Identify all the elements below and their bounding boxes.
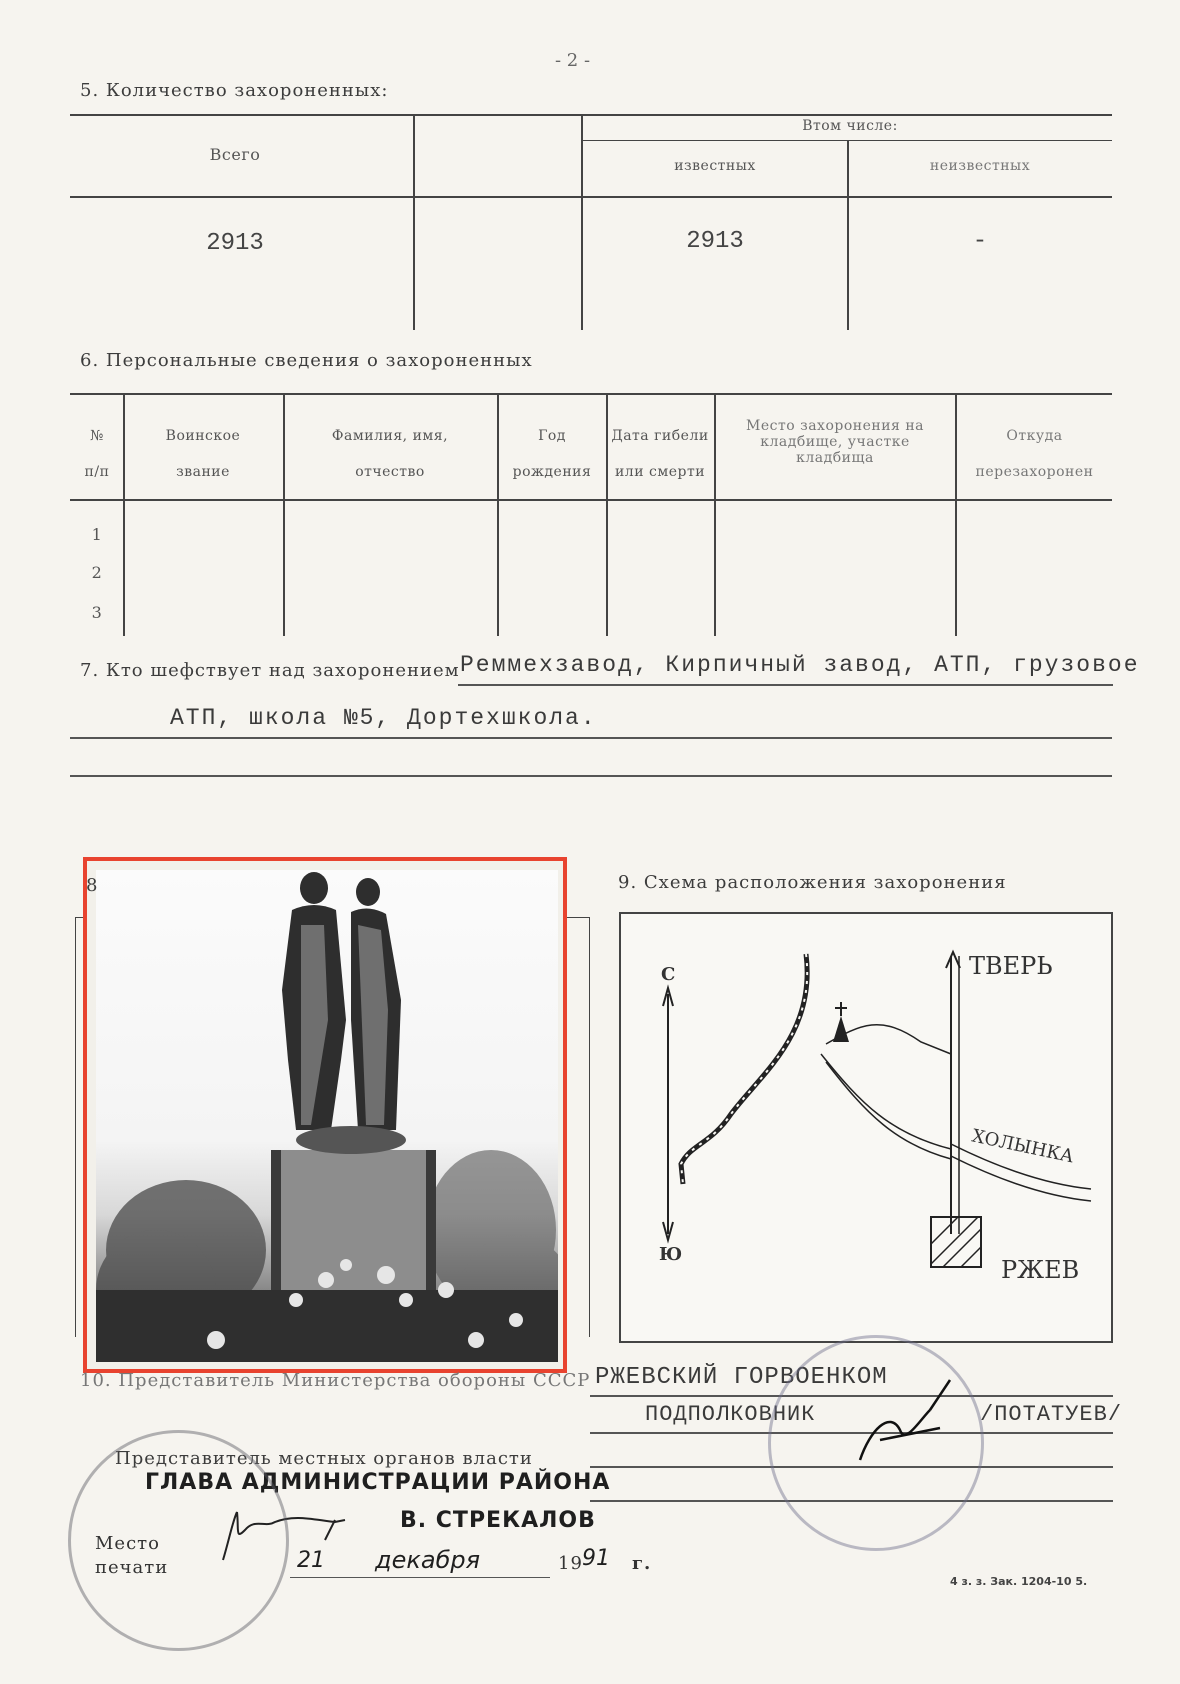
col-unknown-header: неизвестных (929, 158, 1031, 174)
section7-value-line2: АТП, школа №5, Дортехшкола. (170, 705, 597, 731)
row-number: 3 (91, 603, 103, 622)
commissar-name: /ПОТАТУЕВ/ (980, 1402, 1123, 1427)
local-authority-name: В. СТРЕКАЛОВ (400, 1508, 596, 1533)
header-origin: Откуда перезахоронен (975, 428, 1094, 480)
header-burial-place: Место захоронения на кладбище, участке кладбища (745, 418, 925, 466)
stamp-place-label-1: Место (95, 1533, 160, 1554)
value-total: 2913 (206, 230, 264, 257)
page-mark: - 2 - (555, 50, 591, 71)
local-authority-value: ГЛАВА АДМИНИСТРАЦИИ РАЙОНА (145, 1470, 611, 1495)
local-authority-stamp (68, 1430, 289, 1651)
header-death-date: Дата гибели или смерти (611, 428, 709, 480)
memorial-image (96, 870, 558, 1362)
commissar-title: РЖЕВСКИЙ ГОРВОЕНКОМ (595, 1364, 888, 1391)
row-number: 2 (91, 563, 103, 582)
value-known: 2913 (686, 228, 744, 255)
section9-title: 9. Схема расположения захоронения (618, 872, 1007, 893)
tver-label: ТВЕРЬ (969, 952, 1053, 980)
col-known-header: известных (674, 158, 756, 174)
row-number: 1 (91, 525, 103, 544)
col-total-header: Всего (209, 145, 261, 164)
section6-title: 6. Персональные сведения о захороненных (80, 350, 533, 371)
local-authority-label: Представитель местных органов власти (115, 1448, 533, 1469)
col-including-header: Втом числе: (802, 118, 898, 134)
date-g: г. (632, 1553, 652, 1574)
section7-label: 7. Кто шефствует над захоронением (80, 660, 460, 681)
south-label: Ю (659, 1244, 683, 1265)
value-unknown: - (972, 228, 988, 255)
header-birth-year: Год рождения (512, 428, 592, 480)
north-label: С (661, 964, 676, 985)
commissar-rank: ПОДПОЛКОВНИК (645, 1402, 816, 1427)
print-mark: 4 з. з. Зак. 1204-10 5. (950, 1575, 1088, 1588)
section5-title: 5. Количество захороненных: (80, 80, 389, 101)
rzhev-label: РЖЕВ (1001, 1256, 1080, 1284)
section10-label: 10. Представитель Министерства обороны СССР (80, 1370, 591, 1391)
date-month: декабря (375, 1546, 481, 1574)
military-commissariat-stamp (768, 1335, 984, 1551)
date-day: 21 (297, 1548, 325, 1573)
river-label: ХОЛЫНКА (969, 1125, 1076, 1168)
header-num: № п/п (84, 428, 110, 480)
header-name: Фамилия, имя, отчество (331, 428, 449, 480)
memorial-photo (96, 870, 558, 1362)
stamp-place-label-2: печати (95, 1557, 169, 1578)
section8-number: 8 (86, 875, 99, 896)
date-year-prefix: 19 (558, 1553, 583, 1574)
section7-value-line1: Реммехзавод, Кирпичный завод, АТП, грузовое (460, 652, 1140, 678)
header-rank: Воинское звание (165, 428, 241, 480)
location-scheme (619, 912, 1113, 1343)
date-year-suffix: 91 (582, 1546, 610, 1571)
